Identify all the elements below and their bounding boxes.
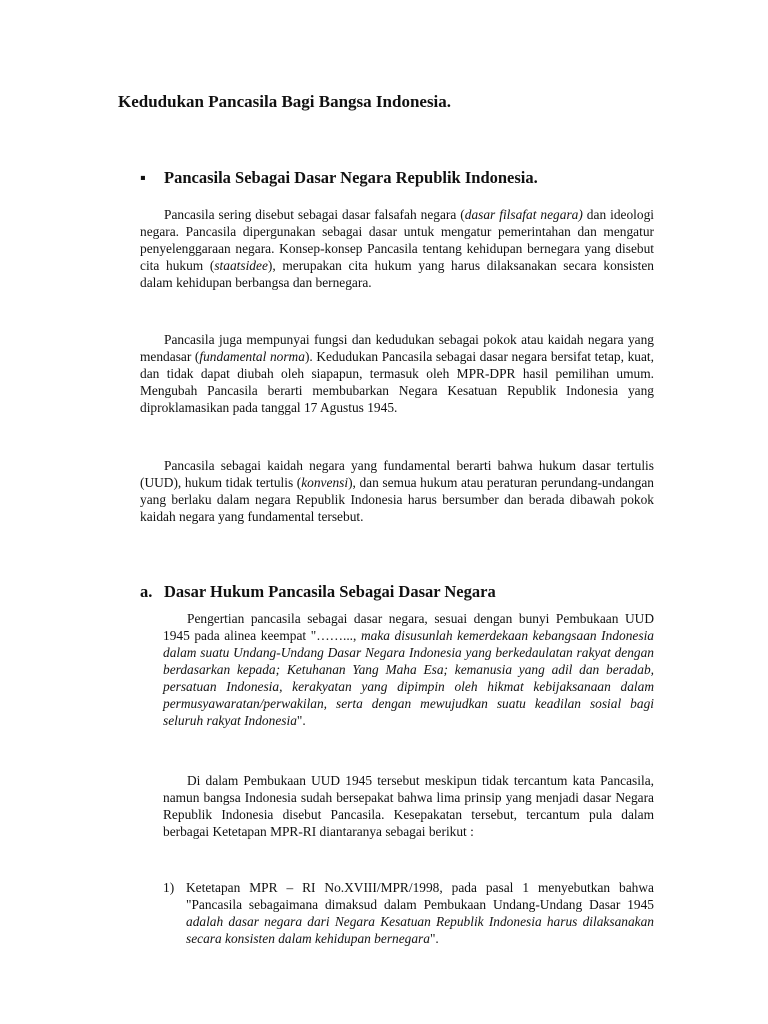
list-number: 1) — [163, 880, 175, 895]
paragraph-3 — [140, 457, 654, 525]
italic-term: konvensi — [301, 475, 349, 490]
list-item-body — [186, 879, 654, 947]
paragraph-1 — [140, 206, 654, 291]
paragraph-text: Pancasila sebagai kaidah negara yang fundamental berarti bahwa hukum dasar tertulis (UUD), hukum tidak tertulis ( — [140, 458, 654, 490]
italic-term: staatsidee — [214, 258, 268, 273]
paragraph-text: Ketetapan MPR – RI No.XVIII/MPR/1998, pada pasal 1 menyebutkan bahwa "Pancasila sebagaimana dimaksud dalam Pembukaan Undang-Undang Dasar 1945 — [186, 880, 654, 912]
paragraph-text: ), dan semua hukum atau peraturan perundang-undangan yang berlaku dalam negara Republik Indonesia harus bersumber dan berada dibawah pokok kaidah negara yang fundamental tersebut. — [140, 475, 654, 524]
section-heading-text: Dasar Hukum Pancasila Sebagai Dasar Negara — [164, 582, 496, 601]
section-heading-pancasila-dasar-negara — [140, 168, 538, 188]
italic-term: dasar filsafat negara) — [464, 207, 583, 222]
section-heading-text: Pancasila Sebagai Dasar Negara Republik Indonesia. — [164, 168, 538, 187]
italic-term: fundamental norma — [199, 349, 305, 364]
list-item — [163, 879, 654, 947]
paragraph-text: Pancasila sering disebut sebagai dasar falsafah negara ( — [164, 207, 465, 222]
bullet-icon: ▪ — [140, 168, 146, 187]
paragraph-text: Pengertian pancasila sebagai dasar negara, sesuai dengan bunyi Pembukaan UUD 1945 pada alinea keempat "……..., — [163, 611, 654, 643]
paragraph-text: ), merupakan cita hukum yang harus dilaksanakan secara konsisten dalam kehidupan berbangsa dan bernegara. — [140, 258, 654, 290]
italic-quote: adalah dasar negara dari Negara Kesatuan Republik Indonesia harus dilaksanakan secara konsisten dalam kehidupan bernegara — [186, 914, 654, 946]
paragraph-2 — [140, 331, 654, 416]
paragraph-text: ". — [296, 713, 306, 728]
italic-quote: maka disusunlah kemerdekaan kebangsaan Indonesia dalam suatu Undang-Undang Dasar Negara Indonesia yang berkedaulatan rakyat dengan berdasarkan kepada; Ketuhanan Yang Maha Esa; kemanusia yang adil dan beradab, persatuan Indonesia, kerakyatan yang dipimpin oleh hikmat kebijaksanaan dalam permusyawaratan/perwakilan, serta dengan mewujudkan suatu keadilan sosial bagi seluruh rakyat Indonesia — [163, 628, 654, 728]
section-heading-dasar-hukum — [140, 582, 496, 602]
paragraph-text: dan ideologi negara. Pancasila dipergunakan sebagai dasar untuk mengatur pemerintahan dan mengatur penyelenggaraan negara. Konsep-konsep Pancasila tentang kehidupan bernegara yang disebut cita hukum ( — [140, 207, 655, 273]
paragraph-text: Pancasila juga mempunyai fungsi dan kedudukan sebagai pokok atau kaidah negara yang mendasar ( — [140, 332, 654, 364]
paragraph-text: ". — [429, 931, 439, 946]
paragraph-5 — [163, 772, 654, 840]
paragraph-text: ). Kedudukan Pancasila sebagai dasar negara bersifat tetap, kuat, dan tidak dapat diubah oleh siapapun, termasuk oleh MPR-DPR hasil pemilihan umum. Mengubah Pancasila berarti membubarkan Negara Kesatuan Republik Indonesia yang diproklamasikan pada tanggal 17 Agustus 1945. — [140, 349, 654, 415]
list-marker: a. — [140, 582, 153, 601]
page-title: Kedudukan Pancasila Bagi Bangsa Indonesia. — [118, 92, 452, 111]
paragraph-4 — [163, 610, 654, 729]
paragraph-text: Di dalam Pembukaan UUD 1945 tersebut meskipun tidak tercantum kata Pancasila, namun bangsa Indonesia sudah bersepakat bahwa lima prinsip yang menjadi dasar Negara Republik Indonesia disebut Pancasila. Kesepakatan tersebut, tercantum pula dalam berbagai Ketetapan MPR-RI diantaranya sebagai berikut : — [163, 773, 654, 839]
